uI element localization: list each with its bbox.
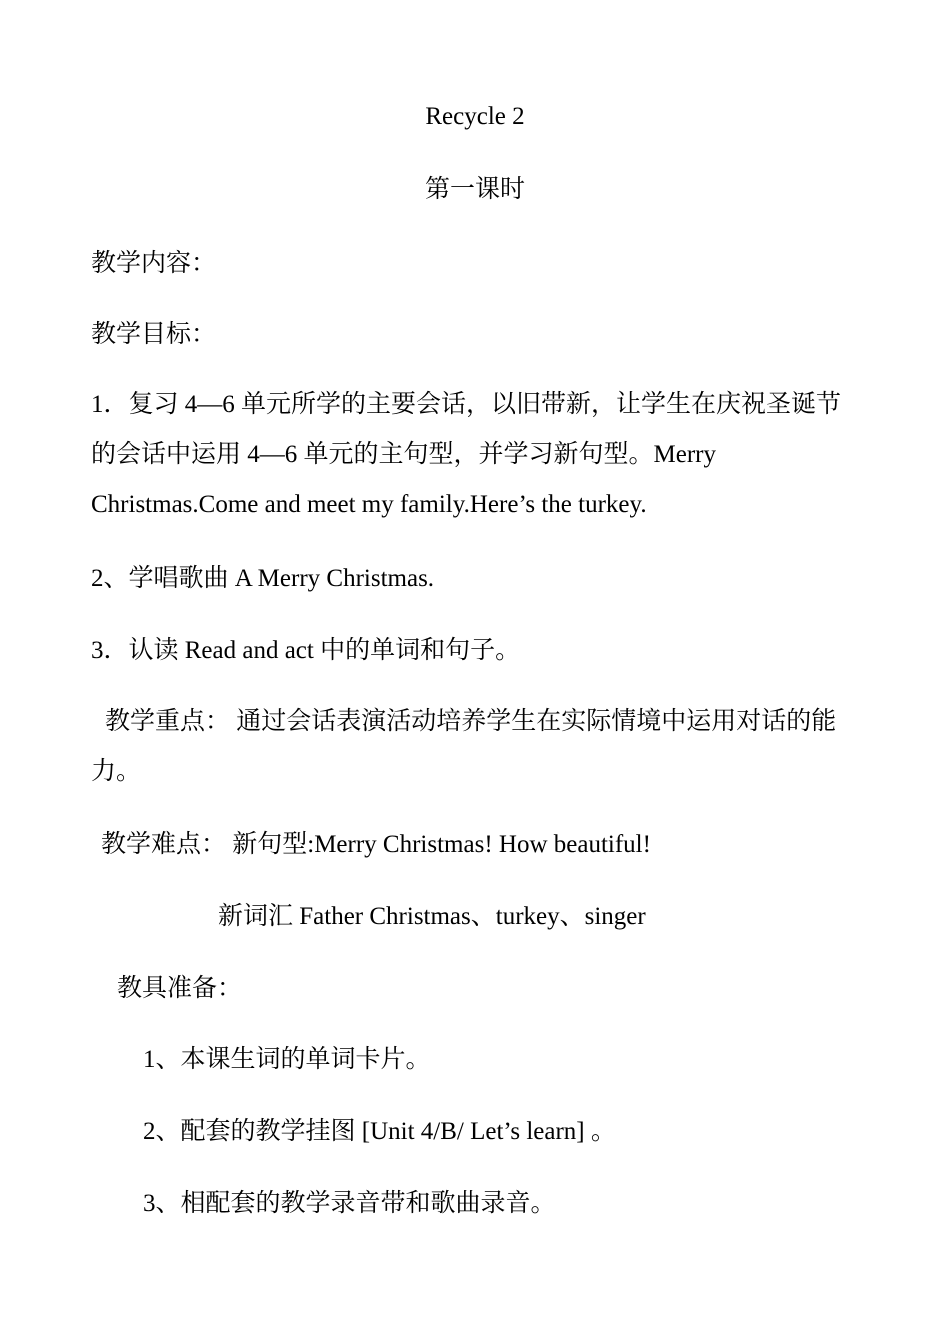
preparation-item-1: 1、本课生词的单词卡片。	[143, 1046, 431, 1073]
lesson-subtitle: 第一课时	[424, 176, 525, 203]
preparation-label: 教具准备：	[117, 975, 243, 1002]
teaching-content-label: 教学内容：	[91, 250, 217, 277]
document-title: Recycle 2	[425, 103, 525, 130]
goal-item-1: 1．复习 4—6 单元所学的主要会话，以旧带新，让学生在庆祝圣诞节的会话中运用 4—6 单元的主句型，并学习新句型。Merry Christmas.Come and meet my family.Here’s the turkey.	[91, 391, 842, 518]
goal-item-3: 3．认读 Read and act 中的单词和句子。	[91, 637, 521, 664]
difficulties: 教学难点： 新句型:Merry Christmas! How beautiful!	[101, 831, 651, 858]
preparation-item-3: 3、相配套的教学录音带和歌曲录音。	[143, 1190, 556, 1217]
new-words: 新词汇 Father Christmas、turkey、singer	[218, 903, 646, 930]
preparation-item-2: 2、配套的教学挂图 [Unit 4/B/ Let’s learn] 。	[143, 1118, 616, 1145]
goal-item-2: 2、学唱歌曲 A Merry Christmas.	[91, 565, 435, 592]
key-points: 教学重点： 通过会话表演活动培养学生在实际情境中运用对话的能力。	[91, 708, 837, 785]
teaching-goals-label: 教学目标：	[91, 321, 217, 348]
